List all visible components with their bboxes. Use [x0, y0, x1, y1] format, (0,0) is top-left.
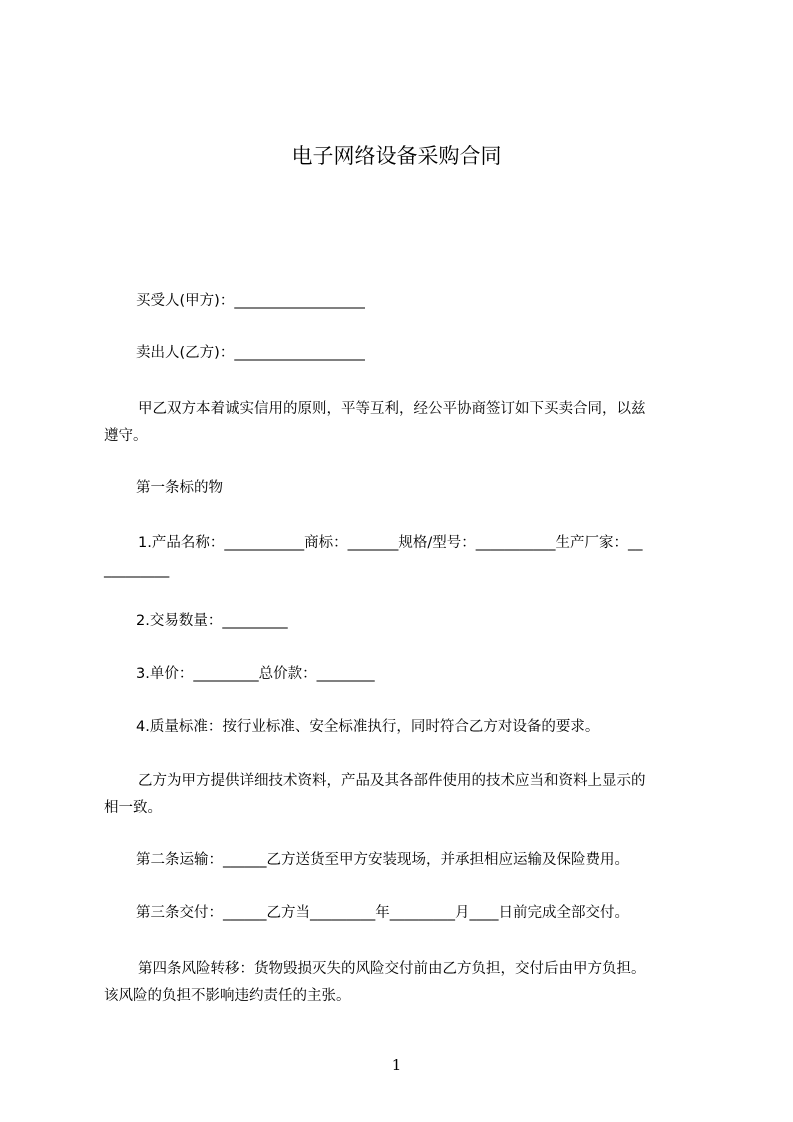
- party-a-line: 买受人(甲方)：__________________: [136, 293, 365, 309]
- page-number: 1: [391, 1056, 402, 1074]
- technical-data-line-2: 相一致。: [104, 800, 162, 816]
- delivery-clause: 第三条交付：______乙方当_________年_________月____日前完成全部交付。: [136, 905, 629, 921]
- quality-standard-line: 4.质量标准：按行业标准、安全标准执行，同时符合乙方对设备的要求。: [136, 719, 600, 735]
- transport-clause: 第二条运输：______乙方送货至甲方安装现场，并承担相应运输及保险费用。: [136, 852, 629, 868]
- product-info-line-1: 1.产品名称：___________商标：_______规格/型号：___________生产厂家：__: [138, 535, 643, 551]
- product-info-line-2: _________: [104, 562, 170, 578]
- preamble-line-1: 甲乙双方本着诚实信用的原则，平等互利，经公平协商签订如下买卖合同，以兹: [138, 401, 646, 417]
- technical-data-line-1: 乙方为甲方提供详细技术资料，产品及其各部件使用的技术应当和资料上显示的: [138, 773, 646, 789]
- quantity-line: 2.交易数量：_________: [136, 613, 288, 629]
- price-line: 3.单价：_________总价款：________: [136, 666, 375, 682]
- preamble-line-2: 遵守。: [104, 428, 148, 444]
- risk-transfer-line-1: 第四条风险转移：货物毁损灭失的风险交付前由乙方负担，交付后由甲方负担。: [138, 961, 646, 977]
- party-b-line: 卖出人(乙方)：__________________: [136, 345, 365, 361]
- document-title: 电子网络设备采购合同: [291, 144, 502, 168]
- article-one-heading: 第一条标的物: [136, 480, 223, 496]
- risk-transfer-line-2: 该风险的负担不影响违约责任的主张。: [104, 988, 351, 1004]
